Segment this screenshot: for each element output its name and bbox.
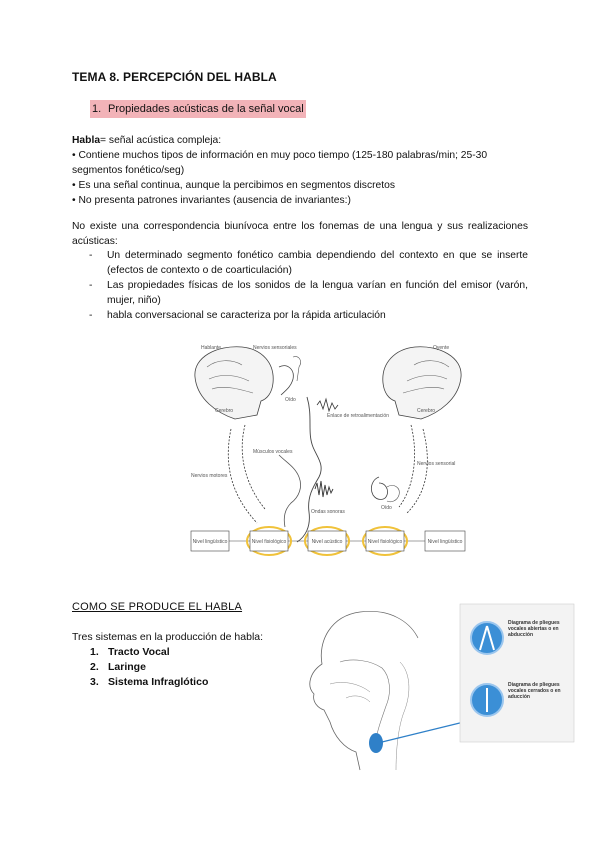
list-item: 1. Tracto Vocal [90,646,170,658]
sensory-nerve-arrow [399,425,415,507]
levels-row [191,527,465,555]
speaker-ear [279,366,293,395]
correspondence-paragraph: No existe una correspondencia biunívoca entre los fonemas de una lengua y sus realizaciones acústicas: [72,221,528,247]
habla-definition [72,133,528,148]
level-label: Nivel lingüístico [427,539,463,545]
label-sound-waves: Ondas sonoras [311,509,345,515]
label-ear-left: Oído [285,397,296,403]
caption-closed: Diagrama de pliegues vocales cerrados o en aducción [508,682,561,700]
section-heading: Propiedades acústicas de la señal vocal [108,103,304,115]
feedback-wave [317,399,338,411]
label-ear-right: Oído [381,505,392,511]
label-feedback: Enlace de retroalimentación [327,413,389,419]
larynx [369,733,383,753]
caption-open: Diagrama de pliegues vocales abiertas o en abducción [508,620,560,638]
listener-ear [371,477,387,500]
habla-bullet: • Es una señal continua, aunque la percibimos en segmentos discretos [72,180,395,191]
head-outline [310,612,360,770]
label-motor-nerves: Nervios motores [191,473,228,479]
label-speaker: Hablante [201,345,222,351]
speaker-head [195,347,273,419]
habla-bullet: • Contiene muchos tipos de información en muy poco tiempo (125-180 palabras/min; 25-30 segmentos fonético/seg) [72,150,488,176]
label-brain-right: Cerebro [417,408,436,414]
habla-definition-text: = señal acústica compleja: [100,135,222,146]
label-brain-left: Cerebro [215,408,234,414]
speech-chain-figure [187,337,469,565]
list-item: - Un determinado segmento fonético cambia dependiendo del contexto en que se inserte (efectos de contexto o de coarticulación) [89,250,528,276]
list-item: 2. Laringe [90,661,146,673]
sound-wave [315,481,333,497]
section-number: 1. [92,103,102,115]
label-sensory-nerves: Nervios sensoriales [253,345,297,351]
list-item: - Las propiedades físicas de los sonidos de la lengua varían en función del emisor (varón, mujer, niño) [89,280,528,306]
list-item: 3. Sistema Infraglótico [90,676,209,688]
section-heading-how: COMO SE PRODUCE EL HABLA [72,601,243,613]
motor-nerve-arrow [242,425,265,509]
level-label: Nivel fisiológico [251,539,287,545]
label-sensory-nerve-right: Nervios sensorial [417,461,456,467]
correspondence-list [72,248,528,323]
vocal-tract [279,455,301,527]
systems-intro: Tres sistemas en la producción de habla: [72,631,264,643]
habla-label: Habla [72,135,101,146]
systems-list [90,645,208,690]
level-label: Nivel lingüístico [192,539,228,545]
level-label: Nivel acústico [311,539,343,545]
list-item: - habla conversacional se caracteriza por la rápida articulación [89,310,386,321]
speaker-face [297,397,321,542]
label-vocal-muscles: Músculos vocales [253,449,293,455]
level-label: Nivel fisiológico [367,539,403,545]
label-listener: Oyente [433,345,450,351]
anatomy-figure [300,602,576,772]
page-title: TEMA 8. PERCEPCIÓN DEL HABLA [72,70,277,84]
habla-bullet: • No presenta patrones invariantes (ausencia de invariantes:) [72,195,351,206]
